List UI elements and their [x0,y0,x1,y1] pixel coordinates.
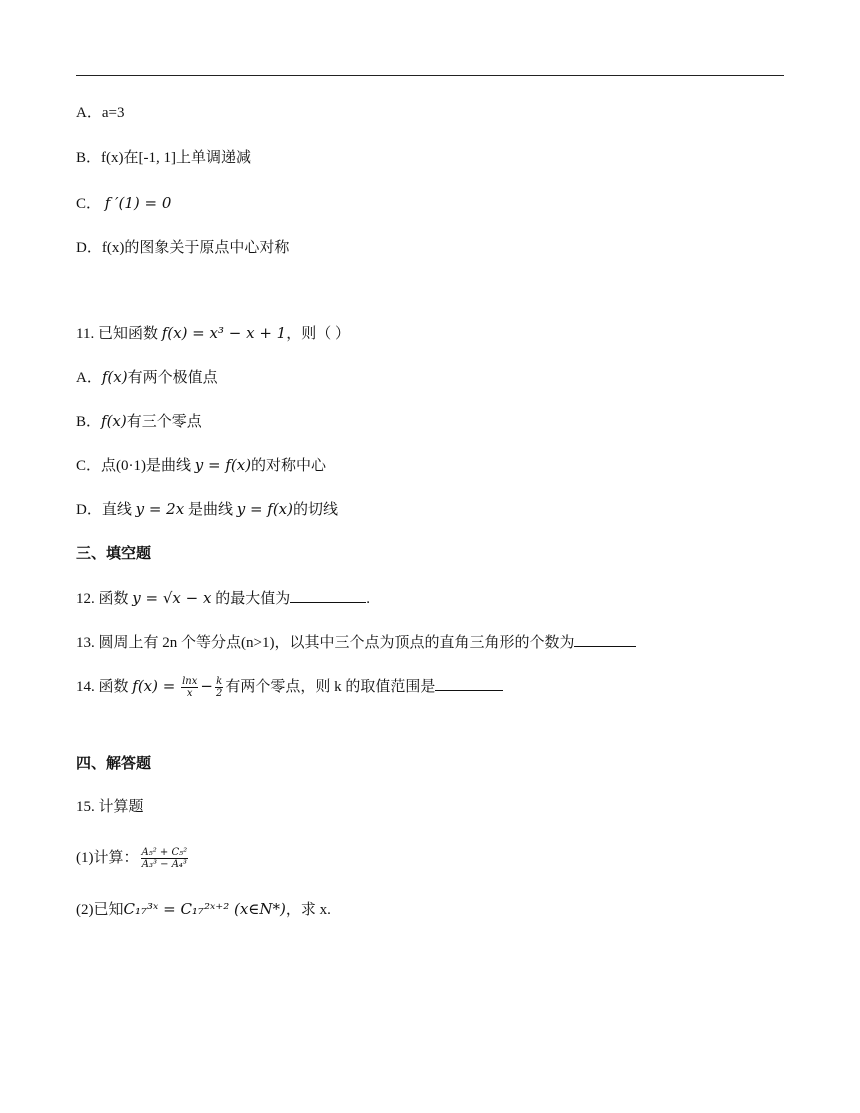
q15-part1 [76,847,190,870]
answer-blank[interactable] [435,676,503,691]
q12-prefix: 12. 函数 [76,591,129,607]
math-expression: f(x) = x³ − x + 1 [161,324,287,342]
math-expression: f ′(1) = 0 [104,194,172,212]
section-heading-answer: 四、解答题 [76,754,152,772]
math-expression: C₁₇³ˣ = C₁₇²ˣ⁺² (x∈N*) [123,900,286,918]
stem-prefix: 11. 已知函数 [76,326,158,342]
math-expression: f(x) [101,368,128,386]
header-rule [76,75,784,76]
q10-option-d: D．f(x)的图象关于原点中心对称 [76,240,290,256]
q11-option-b [76,411,202,432]
part1-prefix: (1)计算： [76,849,139,866]
option-label: A． [76,370,102,386]
option-text: 的切线 [293,502,339,518]
fraction [215,676,223,699]
q13 [76,632,636,653]
math-expression: f(x) [101,412,127,430]
option-text: 的对称中心 [251,458,327,474]
q13-text: 13. 圆周上有 2n 个等分点(n>1)，以其中三个点为顶点的直角三角形的个数为 [76,635,575,651]
answer-blank[interactable] [574,632,636,647]
fraction [181,676,198,699]
fraction-numerator: A₅² + C₅² [141,847,188,858]
math-expression: f(x) = [132,677,176,695]
stem-suffix: ，则（ ） [286,326,350,342]
q11-stem [76,323,350,344]
option-label: D．直线 [76,502,132,518]
part2-suffix: ，求 x. [285,902,331,918]
fraction-numerator: k [216,676,223,688]
option-text: 有两个极值点 [127,370,218,386]
math-expression: y = 2x [135,500,185,518]
option-text: 有三个零点 [126,414,202,430]
q15-title: 15. 计算题 [76,799,144,815]
q12-suffix: 的最大值为 [215,591,291,607]
option-label: B． [76,414,102,430]
q14-suffix: 有两个零点，则 k 的取值范围是 [225,679,436,695]
option-label: C． [76,196,102,212]
math-expression: y = f(x) [236,500,293,518]
q10-option-b: B．f(x)在[-1, 1]上单调递减 [76,150,251,166]
fraction-denominator: x [186,688,193,700]
fraction [141,847,189,870]
fraction-denominator: 2 [215,688,223,700]
q11-option-a [76,367,218,388]
q14-prefix: 14. 函数 [76,679,129,695]
section-heading-fill-in: 三、填空题 [76,544,152,562]
option-mid: 是曲线 [187,502,233,518]
option-label: C．点(0·1)是曲线 [76,458,191,474]
q14 [76,676,503,699]
q10-option-c [76,193,171,214]
math-expression: y = f(x) [194,456,252,474]
q11-option-c [76,455,326,476]
q10-option-a: A．a=3 [76,105,125,121]
q12-end: . [366,591,370,607]
answer-blank[interactable] [290,588,366,603]
q11-option-d [76,499,338,520]
part2-prefix: (2)已知 [76,902,124,918]
q15-part2 [76,899,331,920]
fraction-numerator: lnx [182,676,198,688]
minus-sign: − [200,677,213,695]
fraction-denominator: A₃³ − A₄³ [141,859,187,870]
math-expression: y = √x − x [132,589,212,607]
q12 [76,588,370,609]
